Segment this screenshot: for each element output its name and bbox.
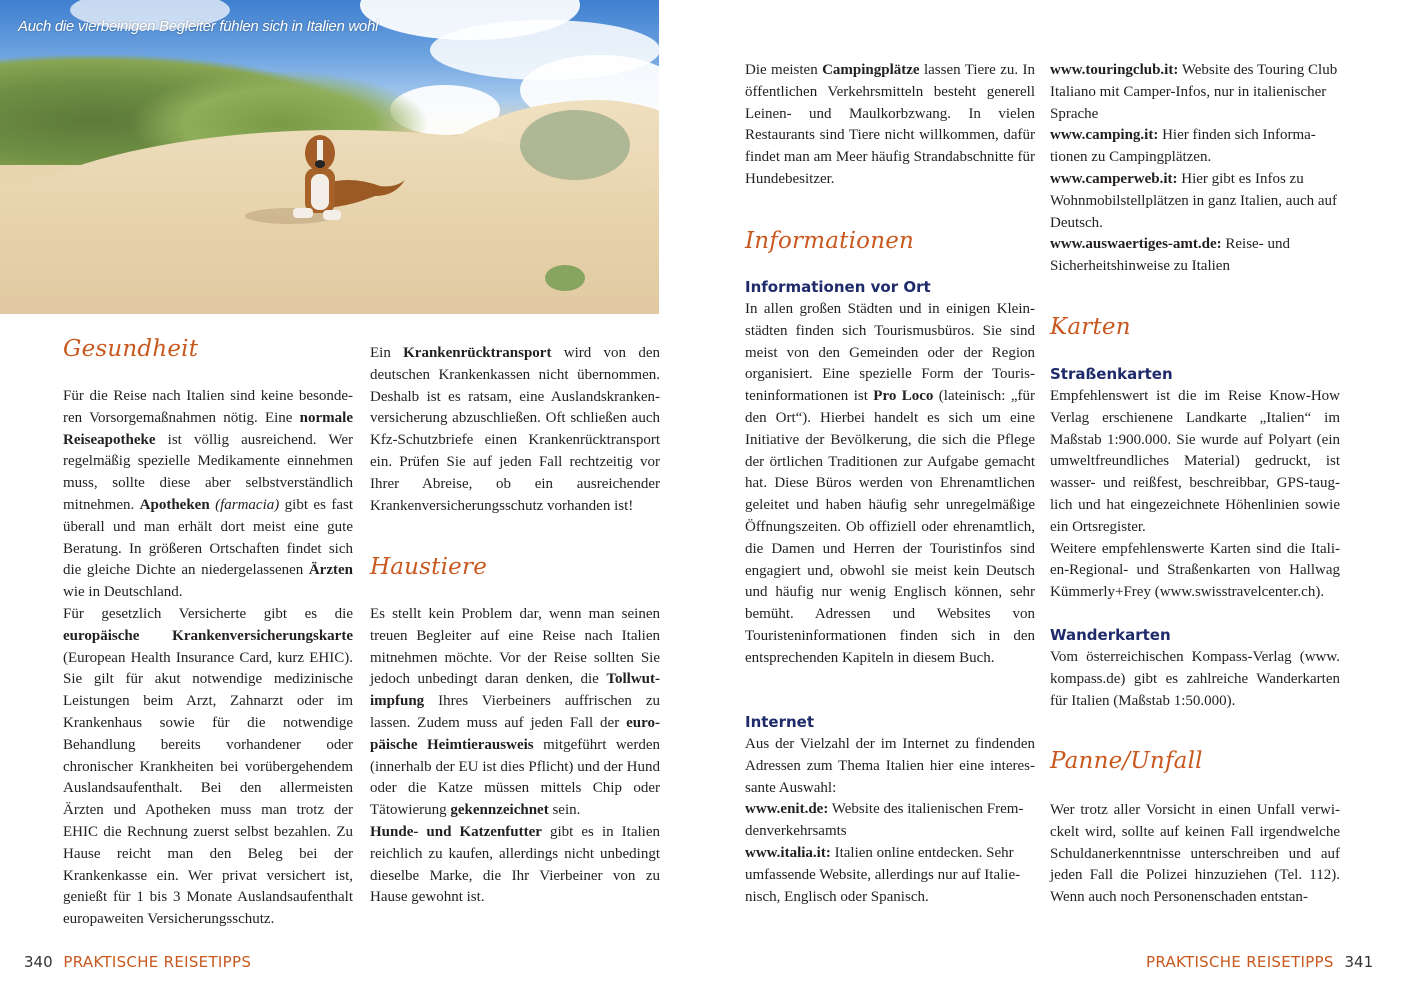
paragraph: Weitere empfehlenswerte Karten sind die Italien-Regional- und Straßenkarten von Hallwag Kümmerly+Frey (www.swisstravelcenter.ch). <box>1050 540 1340 601</box>
text-run: Es stellt kein Problem dar, wenn man seinen treuen Begleiter auf eine Reise nach Italien mitnehmen möchte. Vor der Reise sollten Sie jedoch unbedingt daran denken, die <box>370 606 660 688</box>
text-run: wird von den deutschen Krankenkassen nicht übernommen. Deshalb ist es ratsam, eine Auslandskrankenversicherung abzuschließen. Oft schließen auch Kfz-Schutzbriefe einen Krankenrücktransport ein. Prüfen Sie auf jeden Fall rechtzeitig vor Ihrer Abreise, ob ein ausreichender Krankenversicherungsschutz vorhanden ist! <box>370 345 660 514</box>
subheading-informationen-vor-ort: Informationen vor Ort <box>745 278 931 296</box>
paragraph <box>63 386 353 604</box>
link-url[interactable]: www.camping.it: <box>1050 127 1159 144</box>
column-informationen-vor-ort <box>745 299 1035 670</box>
column-panne-unfall <box>1050 800 1340 909</box>
heading-karten: Karten <box>1050 314 1131 340</box>
bold-term: normale Reiseapotheke <box>63 409 353 448</box>
internet-intro: Aus der Vielzahl der im Internet zu findenden Adressen zum Thema Italien hier eine interessante Auswahl: <box>745 736 1035 796</box>
link-url[interactable]: www.italia.it: <box>745 844 831 861</box>
bold-term: Campingplätze <box>822 62 920 78</box>
column-krankenruecktransport <box>370 343 660 517</box>
bold-term: gekennzeichnet <box>450 802 549 819</box>
text-run: Für die Reise nach Italien sind keine besonderen Vorsorgemaßnahmen nötig. Eine <box>63 388 353 426</box>
link-item: www.camperweb.it: Hier gibt es Infos zu Wohnmobilstellplätzen in ganz Italien, auch auf Deutsch. <box>1050 170 1338 231</box>
text-run: lassen Tiere zu. In öffentlichen Verkehrsmitteln besteht generell Leinen- und Maulkorbzwang. In vielen Restaurants sind Tiere nicht willkommen, dafür findet man am Meer häufig Strandabschnitte für Hundebesitzer. <box>745 62 1035 187</box>
heading-informationen: Informationen <box>745 228 915 254</box>
paragraph: Wer trotz aller Vorsicht in einen Unfall verwickelt wird, sollte auf keinen Fall irgendwelche Schuldanerkenntnisse unterschreiben und auf jeden Fall die Polizei hinzuziehen (Tel. 112). Wenn auch noch Personenschaden entstan- <box>1050 802 1340 906</box>
bold-term: Apotheken <box>139 496 210 513</box>
text-run: (lateinisch: „für den Ort“). Hierbei handelt es sich um eine Initiative der Bevölkerung, die sich die Pflege der örtlichen Traditionen zur Aufgabe gemacht hat. Diese Büros werden von Ehrenamtlichen geleitet und haben häufig sehr unregelmäßige Öffnungszeiten. Ob offiziell oder ehrenamtlich, die Damen und Herren der Touristinfos sind engagiert und, obwohl sie meist kein Deutsch und häufig nur wenig Englisch können, sehr bemüht. Adressen und Websites von Touristeninformationen finden sich in den entsprechenden Kapiteln in diesem Buch. <box>745 388 1035 666</box>
text-run: Ihres Vierbeiners auffrischen zu lassen. Zudem muss auf jeden Fall der <box>370 693 660 731</box>
link-item: www.touringclub.it: Website des Touring Club Italiano mit Camper-Infos, nur in italienischer Sprache <box>1050 62 1338 122</box>
right-page <box>702 0 1404 1000</box>
text-run: gibt es fast überall und man erhält dort meist eine gute Beratung. In größeren Ortschaften findet sich die gleiche Dichte an niedergelassenen <box>63 496 353 579</box>
text-run: In allen großen Städten und in einigen Kleinstädten finden sich Tourismusbüros. Sie sind meist von den Gemeinden oder der Region organisiert. Eine spezielle Form der Touristeninformationen ist <box>745 301 1035 405</box>
text-run: wie in Deutschland. <box>63 584 183 601</box>
link-url[interactable]: www.camperweb.it: <box>1050 170 1178 187</box>
column-internet <box>745 734 1035 908</box>
column-haustiere <box>370 604 660 909</box>
paragraph <box>370 604 660 822</box>
link-item: www.camping.it: Hier finden sich Informationen zu Campingplätzen. <box>1050 127 1316 166</box>
text-run: sein. <box>548 802 581 819</box>
column-strassenkarten <box>1050 386 1340 604</box>
paragraph <box>745 60 1035 191</box>
link-item: www.auswaertiges-amt.de: Reise- und Sicherheitshinweise zu Italien <box>1050 236 1290 275</box>
bold-term: Tollwutimpfung <box>370 671 660 710</box>
column-wanderkarten <box>1050 647 1340 712</box>
page-number: 341 <box>1344 953 1374 971</box>
column-haustiere-continued <box>745 60 1035 191</box>
column-links-continued <box>1050 60 1342 278</box>
heading-haustiere: Haustiere <box>370 554 488 580</box>
text-run: Die meisten <box>745 62 823 78</box>
text-run: Ein <box>370 345 404 361</box>
text-run: (European Health Insurance Card, kurz EHIC). Sie gilt für akut notwendige medizinische Leistungen beim Arzt, Zahnarzt oder im Krankenhaus sowie für die notwendige Behandlung bereits vorhandener oder chronischer Krankheiten bei vorübergehendem Auslandsaufenthalt. Bei den allermeisten Ärzten und Apotheken muss man trotz der EHIC die Rechnung zuerst selbst bezahlen. Zu Hause reicht man den Beleg bei der Krankenkasse ein. Wer privat versichert ist, genießt für 1 bis 3 Monate Auslandsaufenthalt europaweiten Versicherungsschutz. <box>63 649 353 928</box>
paragraph <box>745 299 1035 670</box>
dog-photo <box>0 0 659 314</box>
bold-term: Ärzten <box>308 562 353 579</box>
subheading-strassenkarten: Straßenkarten <box>1050 365 1173 383</box>
subheading-internet: Internet <box>745 713 815 731</box>
running-head: PRAKTISCHE REISETIPPS <box>63 953 252 971</box>
heading-gesundheit: Gesundheit <box>63 336 199 362</box>
heading-panne-unfall: Panne/Unfall <box>1050 748 1203 774</box>
paragraph <box>370 822 660 909</box>
text-run: Für gesetzlich Versicherte gibt es die <box>63 605 353 622</box>
paragraph: Vom österreichischen Kompass-Verlag (www. kompass.de) gibt es zahlreiche Wanderkarten für Italien (Maßstab 1:50.000). <box>1050 649 1340 709</box>
link-url[interactable]: www.enit.de: <box>745 801 829 818</box>
bold-term: europäische Krankenversicherungskarte <box>63 627 353 644</box>
link-url[interactable]: www.auswaertiges-amt.de: <box>1050 236 1222 253</box>
column-gesundheit <box>63 386 353 931</box>
page-number: 340 <box>24 953 53 971</box>
bold-term: Hunde- und Katzenfutter <box>370 823 542 840</box>
paragraph: Empfehlenswert ist die im Reise Know-How Verlag erschienene Landkarte „Italien“ im Maßstab 1:900.000. Sie wurde auf Polyart (ein umweltfreundliches Material) gedruckt, ist wasser- und reißfest, beschreibbar, GPS-tauglich und hat eingezeichnete Höhenlinien sowie ein Ortsregister. <box>1050 388 1340 535</box>
bold-term: Pro Loco <box>873 388 934 405</box>
link-item: www.italia.it: Italien online entdecken. Sehr umfassende Website, allerdings nur auf Italienisch, Englisch oder Spanisch. <box>745 844 1021 905</box>
italic-term: (farmacia) <box>209 496 280 513</box>
photo-caption: Auch die vierbeinigen Begleiter fühlen sich in Italien wohl <box>18 18 379 35</box>
running-head: PRAKTISCHE REISETIPPS <box>1146 953 1334 971</box>
link-item: www.enit.de: Website des italienischen Fremdenverkehrsamts <box>745 801 1024 840</box>
dog-illustration <box>245 128 405 228</box>
footer-left <box>24 953 251 971</box>
bold-term: europäische Heimtierausweis <box>370 714 660 753</box>
paragraph <box>63 604 353 931</box>
paragraph <box>370 343 660 517</box>
bold-term: Krankenrücktransport <box>403 345 552 361</box>
text-run: ist völlig ausreichend. Wer regelmäßig spezielle Medikamente einnehmen muss, sollte diese aber selbstverständlich mitnehmen. <box>63 431 353 513</box>
text-run: gibt es in Italien reichlich zu kaufen, allerdings nicht unbedingt dieselbe Marke, die Ihr Vierbeiner von zu Hause gewohnt ist. <box>370 823 660 906</box>
link-url[interactable]: www.touringclub.it: <box>1050 62 1179 78</box>
footer-right <box>1146 953 1373 971</box>
text-run: mitgeführt werden (innerhalb der EU ist dies Pflicht) und der Hund oder die Katze müssen mittels Chip oder Tätowierung <box>370 736 660 819</box>
subheading-wanderkarten: Wanderkarten <box>1050 626 1171 644</box>
